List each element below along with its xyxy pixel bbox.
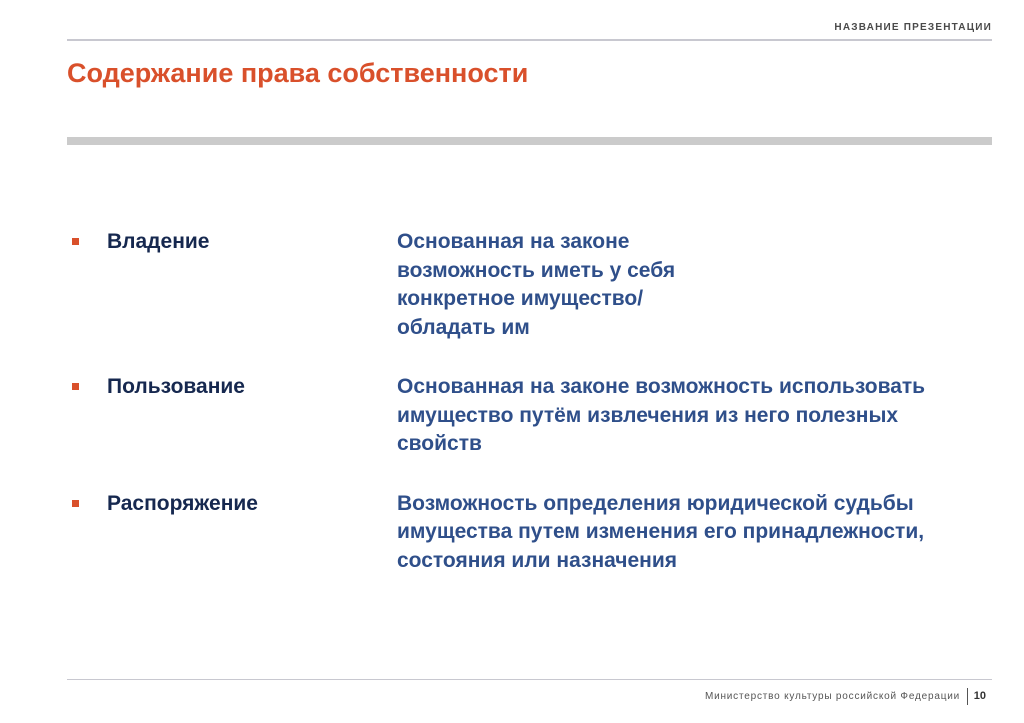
page-number: 10 bbox=[973, 690, 986, 702]
list-item-possession bbox=[72, 228, 992, 342]
footer-divider bbox=[67, 679, 992, 680]
list-item-disposal bbox=[72, 490, 992, 576]
term-label: Распоряжение bbox=[107, 491, 258, 515]
presentation-name: НАЗВАНИЕ ПРЕЗЕНТАЦИИ bbox=[834, 22, 992, 33]
rights-list bbox=[72, 228, 992, 606]
page-title: Содержание права собственности bbox=[67, 58, 529, 88]
title-underline-bar bbox=[67, 137, 992, 145]
square-bullet-icon bbox=[72, 238, 79, 245]
term-label: Владение bbox=[107, 230, 210, 253]
square-bullet-icon bbox=[72, 383, 79, 390]
list-item-use bbox=[72, 373, 992, 459]
term-label: Пользование bbox=[107, 375, 245, 398]
definition-text: Возможность определения юридической судьбы имущества путем изменения его принадлежности, состояния или назначения bbox=[397, 491, 925, 572]
header-divider bbox=[67, 39, 992, 41]
footer-separator bbox=[967, 688, 968, 705]
footer-organization: Министерство культуры российской Федерации bbox=[704, 691, 960, 702]
square-bullet-icon bbox=[72, 500, 79, 507]
definition-text: Основанная на законе возможность использовать имущество путём извлечения из него полезных свойств bbox=[397, 375, 926, 455]
definition-text: Основанная на законе возможность иметь у себя конкретное имущество/обладать им bbox=[397, 230, 676, 339]
